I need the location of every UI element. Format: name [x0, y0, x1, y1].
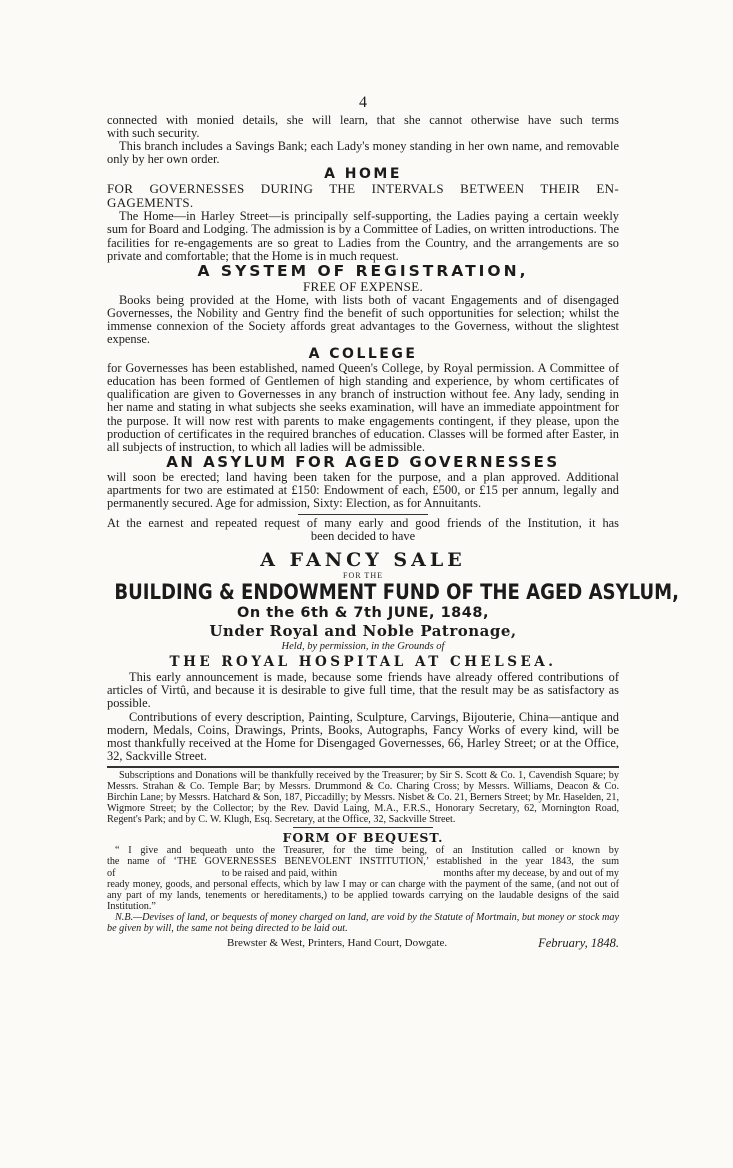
heading-fancy-sale: A FANCY SALE	[260, 549, 466, 572]
divider-thick-rule	[107, 766, 619, 768]
heading-system-of-registration: A SYSTEM OF REGISTRATION,	[197, 261, 529, 280]
sale-date: On the 6th & 7th JUNE, 1848,	[237, 605, 489, 622]
registration-subheading: FREE OF EXPENSE.	[302, 278, 423, 294]
held-by-permission: Held, by permission, in the Grounds of	[281, 641, 445, 653]
heading-form-of-bequest: FORM OF BEQUEST.	[282, 830, 444, 846]
contributions-paragraph: Contributions of every description, Painting, Sculpture, Carvings, Bijouterie, China—antique and modern, Medals, Coins, Drawings, Prints, Books, Autographs, Fancy Works of every kind, will be most thankfully received at the Home for Disengaged Governesses, 66, Harley Street; or at the Office, 32, Sackville Street.	[107, 709, 619, 763]
intro-line-1: connected with monied details, she will learn, that she cannot otherwise have such terms	[107, 113, 619, 127]
announcement-paragraph: This early announcement is made, because some friends have already offered contributions of articles of Virtû, and because it is desirable to give full time, that the result may be as satisfactory as possible.	[107, 670, 619, 711]
bequest-of: of	[107, 867, 116, 879]
heading-asylum: AN ASYLUM FOR AGED GOVERNESSES	[166, 452, 560, 471]
bequest-line-3	[107, 868, 619, 879]
heading-college: A COLLEGE	[308, 346, 418, 363]
publication-date: February, 1848.	[538, 936, 619, 951]
bequest-line-2: the name of ‘THE GOVERNESSES BENEVOLENT INSTITUTION,’ established in the year 1843, the sum	[107, 856, 619, 868]
printer-line: Brewster & West, Printers, Hand Court, Dowgate.	[227, 937, 448, 950]
subscriptions-paragraph: Subscriptions and Donations will be thankfully received by the Treasurer; by Sir S. Scott & Co. 1, Cavendish Square; by Messrs. Strahan & Co. Temple Bar; by Messrs. Drummond & Co. Charing Cross; by Messrs. Williams, Deacon & Co. Birchin Lane; by Messrs. Hatchard & Son, 187, Piccadilly; by Messrs. Nisbet & Co. 21, Berners Street; by Mr. Haselden, 21, Wigmore Street; by the Collector; by the Rev. David Laing, M.A., F.R.S., Honorary Secretary, 62, Mornington Road, Regent's Park; and by C. W. Klugh, Esq. Secretary, at the Office, 32, Sackville Street.	[107, 769, 619, 826]
college-paragraph: for Governesses has been established, named Queen's College, by Royal permission. A Committee of education has been formed of Gentlemen of high standing and experience, by whom certificates of qualification are given to Governesses in any branch of instruction without fee. Any lady, sending in her name and stating in what subjects she seeks examination, will have an immediate appointment for the purpose. It will now rest with parents to make engagements contingent, if they please, upon the production of certificates in the required branches of education. Classes will be formed after Easter, in all subjects of instruction, to which all ladies will be admissible.	[107, 361, 619, 454]
home-subheading-line-2: GAGEMENTS.	[107, 195, 194, 211]
divider-rule	[298, 514, 428, 515]
page-number: 4	[359, 94, 367, 111]
heading-building-fund: BUILDING & ENDOWMENT FUND OF THE AGED ASYLUM,	[114, 580, 680, 606]
mortmain-note: N.B.—Devises of land, or bequests of money charged on land, are void by the Statute of Mortmain, but money or stock may be given by will, the same not being directed to be laid out.	[107, 911, 619, 935]
bequest-line-1: “ I give and bequeath unto the Treasurer, for the time being, of an Institution called or known by	[115, 845, 619, 857]
home-paragraph: The Home—in Harley Street—is principally self-supporting, the Ladies paying a certain weekly sum for Board and Lodging. The admission is by a Committee of Ladies, on written introductions. The facilities for re-engagements are so great to Ladies from the Country, and the arrangements are so private and comfortable; that the Home is in much request.	[107, 209, 619, 263]
request-line-1: At the earnest and repeated request of many early and good friends of the Institution, it has	[107, 516, 619, 531]
heading-home: A HOME	[324, 166, 402, 183]
bequest-months: months after my decease, by and out of my	[443, 867, 619, 879]
registration-paragraph: Books being provided at the Home, with lists both of vacant Engagements and of disengaged Governesses, the Nobility and Gentry find the benefit of such opportunities for selection; whilst the immense connexion of the Society affords great advantages to the Governess, without the slightest expense.	[107, 292, 619, 347]
bequest-raised: to be raised and paid, within	[221, 867, 338, 879]
document-page	[107, 94, 680, 951]
heading-royal-hospital: THE ROYAL HOSPITAL AT CHELSEA.	[169, 654, 557, 671]
for-the-label: FOR THE	[343, 571, 383, 581]
intro-line-2: with such security.	[107, 126, 200, 141]
request-line-2: been decided to have	[310, 529, 416, 544]
footer	[107, 936, 619, 950]
savings-bank-paragraph: This branch includes a Savings Bank; each Lady's money standing in her own name, and removable only by her own order.	[107, 139, 619, 167]
home-subheading-line-1: FOR GOVERNESSES DURING THE INTERVALS BETWEEN THEIR EN-	[107, 181, 619, 197]
divider-rule-2	[293, 827, 433, 828]
bequest-paragraph: ready money, goods, and personal effects, which by law I may or can charge with the payment of the same, (and not out of any part of my lands, tenements or hereditaments,) to be applied towards carrying on the laudable designs of the said Institution.”	[107, 878, 619, 912]
asylum-paragraph: will soon be erected; land having been taken for the purpose, and a plan approved. Additional apartments for two are estimated at £150: Endowment of each, £500, or £15 per annum, legally and permanently secured. Age for admission, Sixty: Election, as for Annuitants.	[107, 469, 619, 510]
patronage-line: Under Royal and Noble Patronage,	[209, 622, 517, 641]
